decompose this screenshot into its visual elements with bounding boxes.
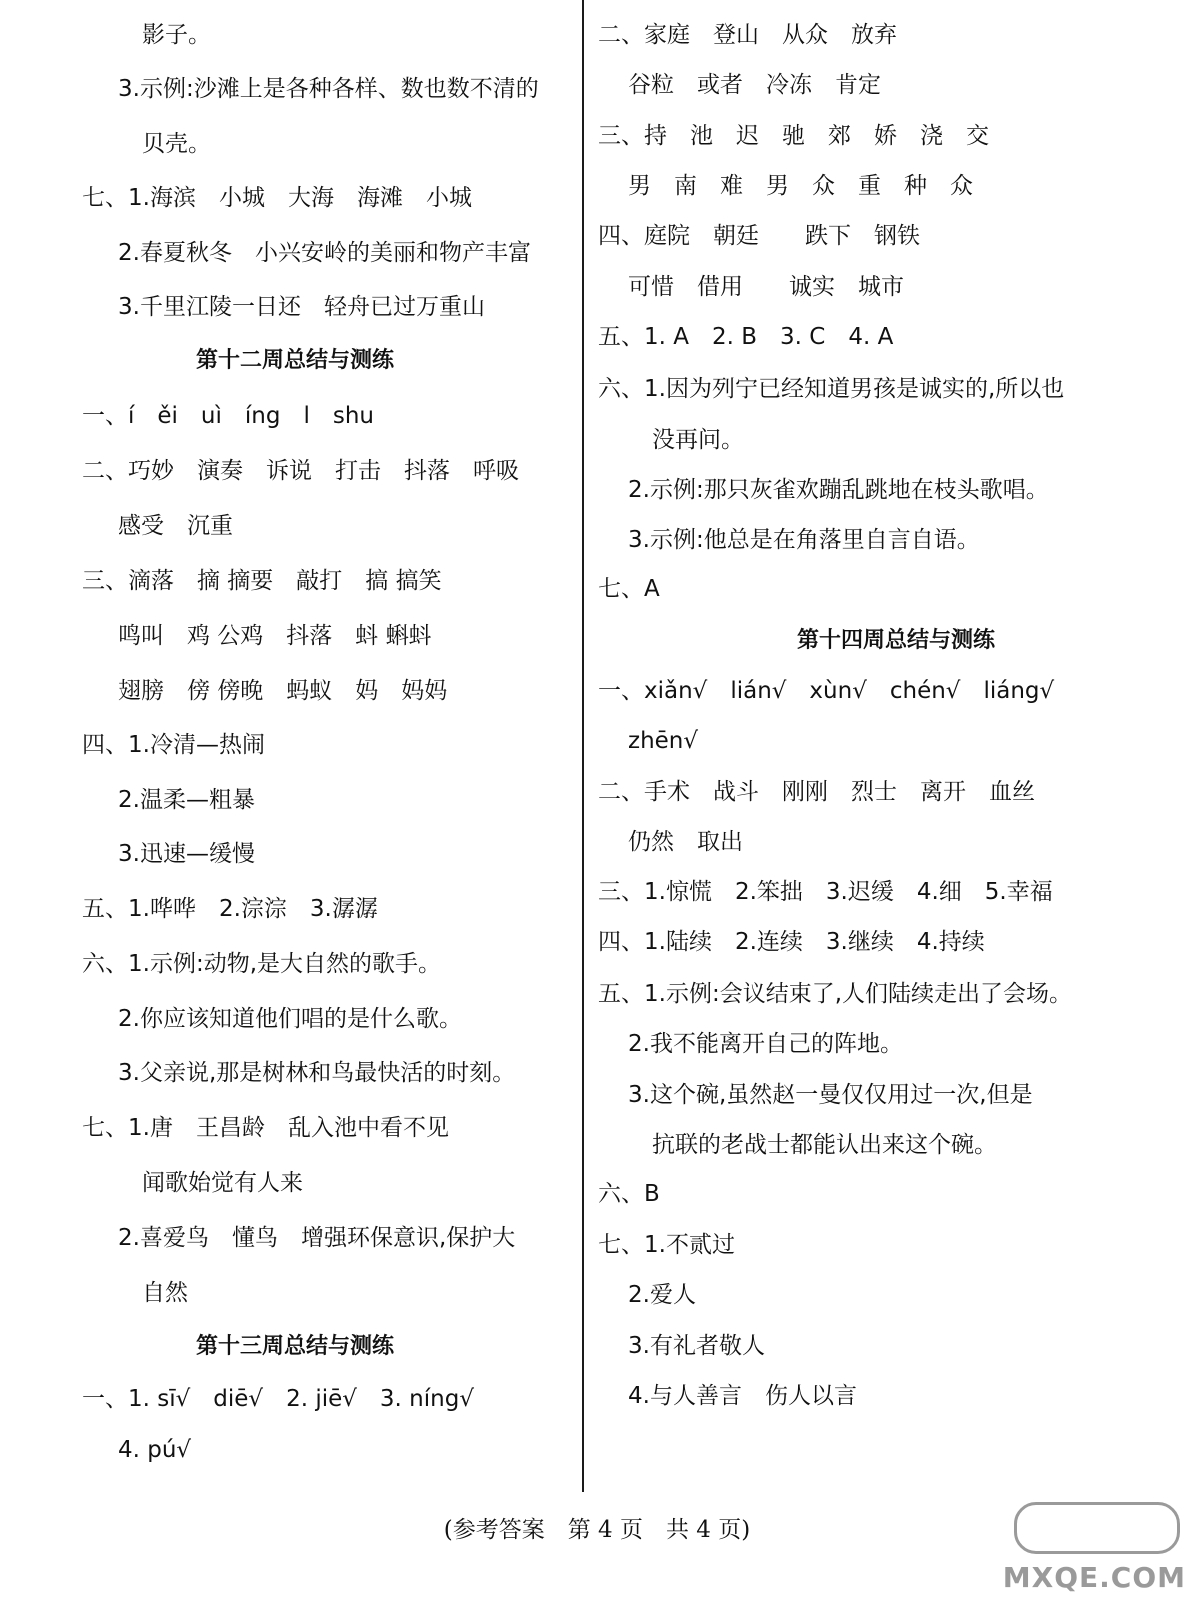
text-line: 七、A <box>598 576 660 602</box>
text-line: 仍然 取出 <box>628 829 743 855</box>
text-line: 六、B <box>598 1181 660 1207</box>
text-line: zhēn√ <box>628 728 699 754</box>
text-line: 抗联的老战士都能认出来这个碗。 <box>652 1132 997 1158</box>
text-line: 4.与人善言 伤人以言 <box>628 1383 857 1409</box>
text-line: 3.千里江陵一日还 轻舟已过万重山 <box>118 294 485 320</box>
text-line: 2.我不能离开自己的阵地。 <box>628 1031 903 1057</box>
text-line: 七、1.海滨 小城 大海 海滩 小城 <box>82 185 472 211</box>
text-line: 五、1.哗哗 2.淙淙 3.潺潺 <box>82 896 378 922</box>
text-line: 可惜 借用 诚实 城市 <box>628 274 904 300</box>
text-line: 2.爱人 <box>628 1282 696 1308</box>
text-line: 影子。 <box>142 22 211 48</box>
page-footer: (参考答案 第 4 页 共 4 页) <box>443 1517 751 1543</box>
text-line: 四、1.陆续 2.连续 3.继续 4.持续 <box>598 929 985 955</box>
text-line: 2.你应该知道他们唱的是什么歌。 <box>118 1006 462 1032</box>
text-line: 六、1.因为列宁已经知道男孩是诚实的,所以也 <box>598 376 1065 402</box>
text-line: 贝壳。 <box>142 131 211 157</box>
text-line: 2.喜爱鸟 懂鸟 增强环保意识,保护大 <box>118 1225 516 1251</box>
text-line: 六、1.示例:动物,是大自然的歌手。 <box>82 951 442 977</box>
text-line: 感受 沉重 <box>118 513 233 539</box>
text-line: 一、xiǎn√ lián√ xùn√ chén√ liáng√ <box>598 678 1055 704</box>
text-line: 三、持 池 迟 驰 郊 娇 浇 交 <box>598 123 989 149</box>
text-line: 2.示例:那只灰雀欢蹦乱跳地在枝头歌唱。 <box>628 477 1049 503</box>
text-line: 七、1.不贰过 <box>598 1232 735 1258</box>
text-line: 没再问。 <box>652 427 744 453</box>
text-line: 2.温柔—粗暴 <box>118 787 255 813</box>
text-line: 男 南 难 男 众 重 种 众 <box>628 173 973 199</box>
text-line: 五、1.示例:会议结束了,人们陆续走出了会场。 <box>598 981 1073 1007</box>
text-line: 一、í ěi uì íng l shu <box>82 403 374 429</box>
text-line: 谷粒 或者 冷冻 肯定 <box>628 72 881 98</box>
text-line: 二、巧妙 演奏 诉说 打击 抖落 呼吸 <box>82 458 519 484</box>
text-line: 一、1. sī√ diē√ 2. jiē√ 3. níng√ <box>82 1386 474 1412</box>
text-line: 3.这个碗,虽然赵一曼仅仅用过一次,但是 <box>628 1082 1033 1108</box>
text-line: 3.有礼者敬人 <box>628 1333 765 1359</box>
text-line: 翅膀 傍 傍晚 蚂蚁 妈 妈妈 <box>118 678 448 704</box>
text-line: 闻歌始觉有人来 <box>142 1170 303 1196</box>
text-line: 四、庭院 朝廷 跌下 钢铁 <box>598 223 920 249</box>
text-line: 自然 <box>142 1280 188 1306</box>
section-heading: 第十四周总结与测练 <box>796 628 995 653</box>
text-line: 4. pú√ <box>118 1437 192 1463</box>
section-heading: 第十三周总结与测练 <box>195 1334 394 1359</box>
text-line: 七、1.唐 王昌龄 乱入池中看不见 <box>82 1115 449 1141</box>
text-line: 3.迅速—缓慢 <box>118 841 255 867</box>
text-line: 三、滴落 摘 摘要 敲打 搞 搞笑 <box>82 568 442 594</box>
text-line: 四、1.冷清—热闹 <box>82 732 265 758</box>
text-line: 二、手术 战斗 刚刚 烈士 离开 血丝 <box>598 779 1035 805</box>
watermark-logo <box>1014 1502 1180 1554</box>
text-line: 二、家庭 登山 从众 放弃 <box>598 22 897 48</box>
text-line: 三、1.惊慌 2.笨拙 3.迟缓 4.细 5.幸福 <box>598 879 1053 905</box>
column-divider <box>582 0 584 1492</box>
text-line: 3.示例:沙滩上是各种各样、数也数不清的 <box>118 76 539 102</box>
text-line: 3.父亲说,那是树林和鸟最快活的时刻。 <box>118 1060 516 1086</box>
watermark-text: MXQE.COM <box>1002 1561 1186 1594</box>
text-line: 鸣叫 鸡 公鸡 抖落 蚪 蝌蚪 <box>118 623 432 649</box>
text-line: 3.示例:他总是在角落里自言自语。 <box>628 527 980 553</box>
text-line: 五、1. A 2. B 3. C 4. A <box>598 324 894 350</box>
text-line: 2.春夏秋冬 小兴安岭的美丽和物产丰富 <box>118 240 531 266</box>
section-heading: 第十二周总结与测练 <box>195 348 394 373</box>
